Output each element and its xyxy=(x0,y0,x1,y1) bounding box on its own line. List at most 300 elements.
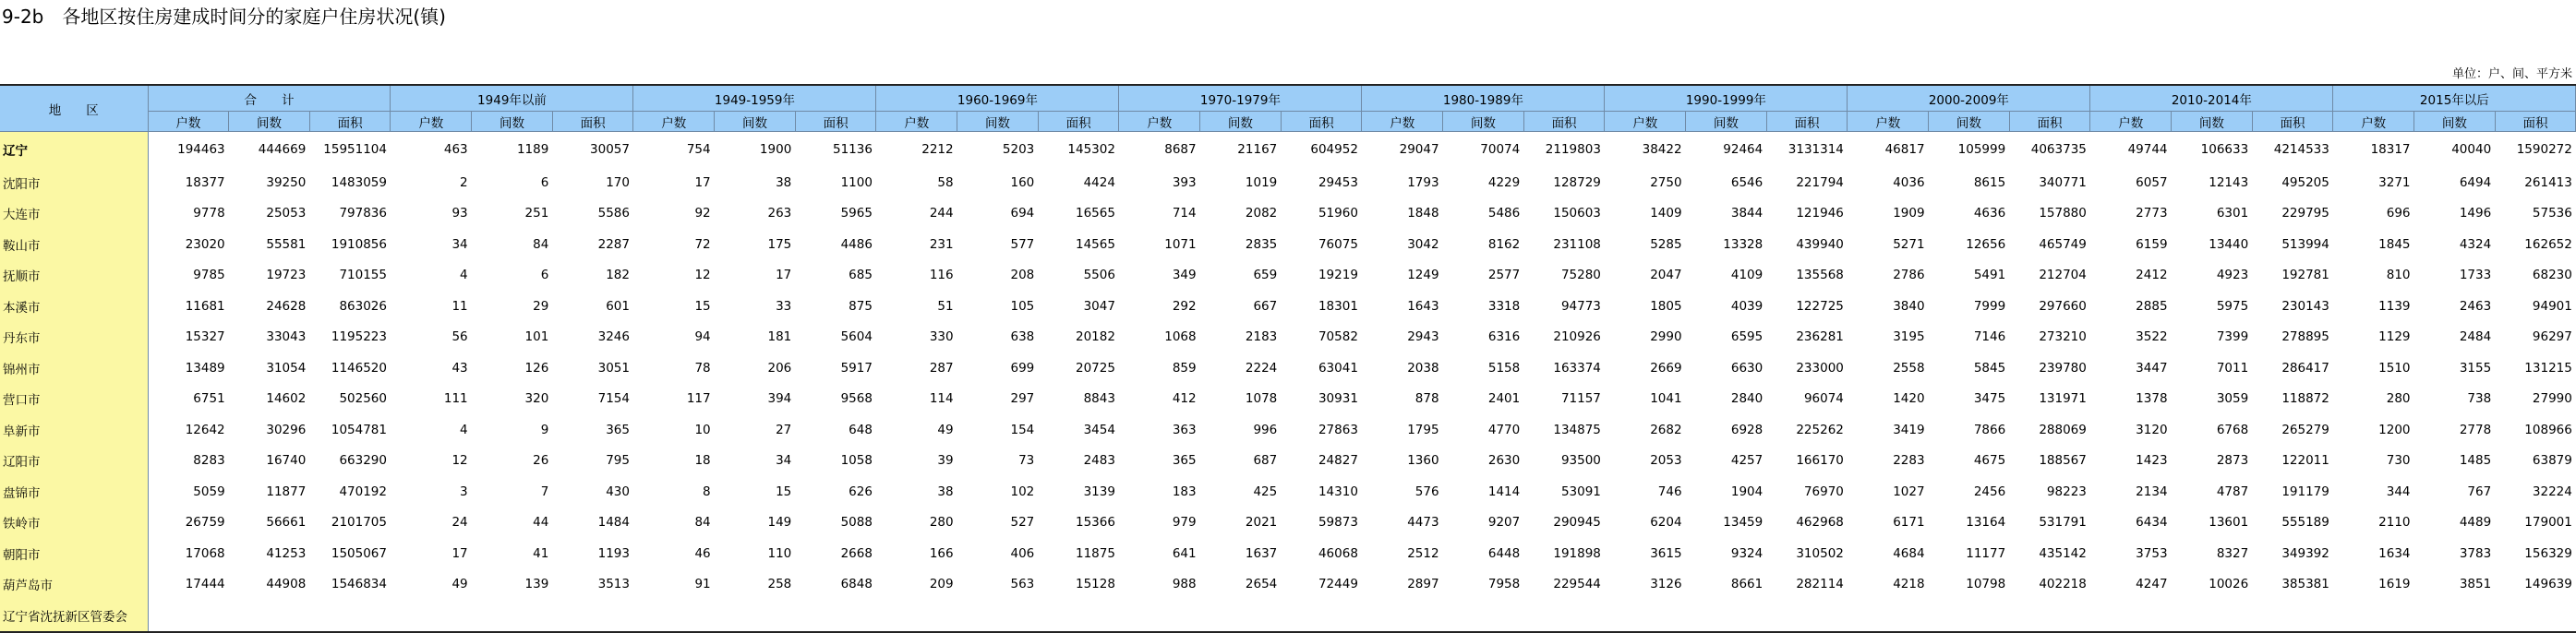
value-cell: 3851 xyxy=(2459,577,2492,592)
value-cell: 15951104 xyxy=(323,142,387,157)
value-cell: 3155 xyxy=(2459,360,2492,376)
value-cell: 8327 xyxy=(2216,545,2249,561)
group-header: 2000-2009年 xyxy=(1848,85,2090,112)
value-cell xyxy=(1929,600,2010,632)
value-cell: 2101705 xyxy=(331,515,387,531)
value-cell: 754 xyxy=(686,142,711,157)
group-header: 1990-1999年 xyxy=(1605,85,1848,112)
value-cell xyxy=(1686,600,1767,632)
value-cell: 1733 xyxy=(2459,268,2492,283)
value-cell: 4770 xyxy=(1487,422,1521,437)
value-cell: 13164 xyxy=(1966,515,2006,531)
value-cell: 444669 xyxy=(258,142,307,157)
value-cell: 638 xyxy=(1010,329,1035,345)
value-cell: 349 xyxy=(1172,268,1197,283)
value-cell xyxy=(1200,600,1282,632)
value-cell: 1378 xyxy=(2136,391,2168,407)
subcolumn-header: 间数 xyxy=(1929,112,2010,132)
subcolumn-header: 间数 xyxy=(715,112,796,132)
value-cell: 513994 xyxy=(2281,236,2329,252)
value-cell xyxy=(1038,600,1119,632)
region-name-cell: 抚顺市 xyxy=(0,260,148,292)
value-cell xyxy=(148,600,229,632)
value-cell: 17 xyxy=(451,545,468,561)
subcolumn-header: 间数 xyxy=(2414,112,2496,132)
value-cell: 4214533 xyxy=(2273,142,2329,157)
value-cell: 12 xyxy=(451,453,468,469)
value-cell: 2212 xyxy=(921,142,954,157)
value-cell: 24628 xyxy=(266,298,307,314)
value-cell xyxy=(1443,600,1524,632)
value-cell: 8615 xyxy=(1973,174,2006,190)
value-cell: 139 xyxy=(524,577,549,592)
value-cell: 128729 xyxy=(1553,174,1601,190)
value-cell: 6159 xyxy=(2136,236,2168,252)
value-cell xyxy=(229,600,310,632)
value-cell: 1423 xyxy=(2136,453,2168,469)
value-cell: 1485 xyxy=(2459,453,2492,469)
value-cell: 4324 xyxy=(2459,236,2492,252)
value-cell: 349392 xyxy=(2281,545,2329,561)
value-cell: 131215 xyxy=(2524,360,2572,376)
value-cell: 2053 xyxy=(1650,453,1682,469)
value-cell: 251 xyxy=(524,206,549,221)
value-cell: 4636 xyxy=(1973,206,2006,221)
value-cell: 5271 xyxy=(1893,236,1925,252)
value-cell: 2897 xyxy=(1407,577,1439,592)
value-cell: 2021 xyxy=(1245,515,1278,531)
value-cell: 92 xyxy=(694,206,711,221)
value-cell: 78 xyxy=(694,360,711,376)
value-cell: 101 xyxy=(524,329,549,345)
value-cell: 363 xyxy=(1172,422,1197,437)
value-cell: 122725 xyxy=(1796,298,1844,314)
value-cell: 258 xyxy=(767,577,792,592)
value-cell: 577 xyxy=(1010,236,1035,252)
value-cell: 2835 xyxy=(1245,236,1278,252)
value-cell: 1484 xyxy=(597,515,630,531)
value-cell: 72449 xyxy=(1318,577,1358,592)
value-cell: 145302 xyxy=(1067,142,1115,157)
value-cell: 878 xyxy=(1414,391,1439,407)
subcolumn-header: 户数 xyxy=(2090,112,2172,132)
value-cell: 17 xyxy=(776,268,792,283)
value-cell: 15 xyxy=(776,484,792,499)
value-cell: 470192 xyxy=(339,484,387,499)
value-cell: 1019 xyxy=(1245,174,1278,190)
subcolumn-header: 间数 xyxy=(472,112,553,132)
value-cell: 2283 xyxy=(1893,453,1925,469)
value-cell: 68230 xyxy=(2532,268,2572,283)
value-cell: 191179 xyxy=(2281,484,2329,499)
value-cell: 117 xyxy=(686,391,711,407)
value-cell: 46 xyxy=(694,545,711,561)
value-cell: 49 xyxy=(451,577,468,592)
value-cell xyxy=(2252,600,2333,632)
value-cell: 2840 xyxy=(1730,391,1763,407)
value-cell: 576 xyxy=(1414,484,1439,499)
subcolumn-header: 面积 xyxy=(1038,112,1119,132)
subcolumn-header: 间数 xyxy=(1200,112,1282,132)
value-cell: 988 xyxy=(1172,577,1197,592)
value-cell: 33 xyxy=(776,298,792,314)
value-cell: 2401 xyxy=(1487,391,1521,407)
value-cell: 6301 xyxy=(2216,206,2249,221)
value-cell: 3615 xyxy=(1650,545,1682,561)
value-cell: 231108 xyxy=(1553,236,1601,252)
value-cell: 6434 xyxy=(2136,515,2168,531)
value-cell: 191898 xyxy=(1553,545,1601,561)
value-cell: 3753 xyxy=(2136,545,2168,561)
value-cell: 91 xyxy=(694,577,711,592)
table-row xyxy=(0,538,2576,569)
value-cell: 320 xyxy=(524,391,549,407)
value-cell: 4 xyxy=(460,422,468,437)
value-cell xyxy=(2333,600,2414,632)
value-cell: 1129 xyxy=(2378,329,2411,345)
table-row xyxy=(0,569,2576,601)
value-cell: 5285 xyxy=(1650,236,1682,252)
value-cell: 6630 xyxy=(1730,360,1763,376)
value-cell: 5158 xyxy=(1487,360,1521,376)
value-cell: 6848 xyxy=(840,577,873,592)
value-cell: 273210 xyxy=(2039,329,2087,345)
value-cell: 2668 xyxy=(840,545,873,561)
value-cell: 72 xyxy=(694,236,711,252)
value-cell: 19723 xyxy=(266,268,307,283)
value-cell: 27 xyxy=(776,422,792,437)
subcolumn-header: 户数 xyxy=(1605,112,1686,132)
value-cell: 209 xyxy=(929,577,954,592)
value-cell: 795 xyxy=(606,453,630,469)
header-row-subcols xyxy=(0,112,2576,132)
value-cell: 6751 xyxy=(193,391,225,407)
table-row xyxy=(0,476,2576,508)
subcolumn-header: 面积 xyxy=(2252,112,2333,132)
value-cell: 188567 xyxy=(2039,453,2087,469)
value-cell: 1637 xyxy=(1245,545,1278,561)
value-cell: 9778 xyxy=(193,206,225,221)
region-name-cell: 铁岭市 xyxy=(0,508,148,539)
value-cell: 111 xyxy=(443,391,468,407)
value-cell: 105 xyxy=(1010,298,1035,314)
value-cell: 5845 xyxy=(1973,360,2006,376)
value-cell: 6546 xyxy=(1730,174,1763,190)
value-cell: 3475 xyxy=(1973,391,2006,407)
value-cell: 344 xyxy=(2386,484,2411,499)
value-cell: 135568 xyxy=(1796,268,1844,283)
table-row xyxy=(0,167,2576,198)
value-cell: 26 xyxy=(533,453,549,469)
value-cell xyxy=(1766,600,1848,632)
value-cell: 3120 xyxy=(2136,422,2168,437)
value-cell: 6 xyxy=(540,174,549,190)
value-cell: 134875 xyxy=(1553,422,1601,437)
value-cell: 7154 xyxy=(597,391,630,407)
value-cell: 730 xyxy=(2386,453,2411,469)
value-cell: 290945 xyxy=(1553,515,1601,531)
value-cell: 604952 xyxy=(1310,142,1358,157)
value-cell: 20725 xyxy=(1075,360,1115,376)
subcolumn-header: 面积 xyxy=(2009,112,2090,132)
value-cell: 3139 xyxy=(1083,484,1115,499)
subcolumn-header: 户数 xyxy=(1119,112,1200,132)
value-cell xyxy=(1605,600,1686,632)
value-cell xyxy=(472,600,553,632)
value-cell: 6494 xyxy=(2459,174,2492,190)
region-name-cell: 辽宁省沈抚新区管委会 xyxy=(0,600,148,632)
value-cell: 5088 xyxy=(840,515,873,531)
value-cell: 4036 xyxy=(1893,174,1925,190)
value-cell: 2119803 xyxy=(1545,142,1601,157)
value-cell: 4218 xyxy=(1893,577,1925,592)
value-cell xyxy=(2172,600,2253,632)
value-cell: 601 xyxy=(606,298,630,314)
region-name-cell: 沈阳市 xyxy=(0,167,148,198)
value-cell: 84 xyxy=(694,515,711,531)
value-cell: 20182 xyxy=(1075,329,1115,345)
value-cell: 2773 xyxy=(2136,206,2168,221)
value-cell: 4424 xyxy=(1083,174,1115,190)
value-cell: 12 xyxy=(694,268,711,283)
value-cell: 13601 xyxy=(2209,515,2249,531)
value-cell: 439940 xyxy=(1796,236,1844,252)
value-cell: 229544 xyxy=(1553,577,1601,592)
value-cell: 1414 xyxy=(1487,484,1521,499)
table-row xyxy=(0,322,2576,353)
value-cell: 4039 xyxy=(1730,298,1763,314)
value-cell: 531791 xyxy=(2039,515,2087,531)
region-name-cell: 锦州市 xyxy=(0,352,148,384)
value-cell: 182 xyxy=(606,268,630,283)
value-cell: 10026 xyxy=(2209,577,2249,592)
value-cell: 84 xyxy=(533,236,549,252)
value-cell: 15366 xyxy=(1075,515,1115,531)
region-name-cell: 营口市 xyxy=(0,384,148,415)
value-cell: 63879 xyxy=(2532,453,2572,469)
subcolumn-header: 面积 xyxy=(1281,112,1362,132)
value-cell: 297 xyxy=(1010,391,1035,407)
unit-note: 单位：户、间、平方米 xyxy=(2451,67,2572,81)
value-cell: 3047 xyxy=(1083,298,1115,314)
value-cell: 110 xyxy=(767,545,792,561)
value-cell: 425 xyxy=(1253,484,1278,499)
subcolumn-header: 户数 xyxy=(876,112,957,132)
value-cell: 738 xyxy=(2467,391,2492,407)
subcolumn-header: 户数 xyxy=(2333,112,2414,132)
value-cell: 8162 xyxy=(1487,236,1521,252)
value-cell: 70582 xyxy=(1318,329,1358,345)
subcolumn-header: 间数 xyxy=(2172,112,2253,132)
value-cell: 6057 xyxy=(2136,174,2168,190)
value-cell: 44908 xyxy=(266,577,307,592)
value-cell xyxy=(1281,600,1362,632)
value-cell: 11875 xyxy=(1075,545,1115,561)
value-cell: 210926 xyxy=(1553,329,1601,345)
value-cell: 51960 xyxy=(1318,206,1358,221)
value-cell: 131971 xyxy=(2039,391,2087,407)
value-cell xyxy=(309,600,391,632)
value-cell: 5917 xyxy=(840,360,873,376)
value-cell: 5059 xyxy=(193,484,225,499)
value-cell: 2483 xyxy=(1083,453,1115,469)
value-cell: 555189 xyxy=(2281,515,2329,531)
value-cell: 696 xyxy=(2386,206,2411,221)
value-cell: 4489 xyxy=(2459,515,2492,531)
value-cell: 5975 xyxy=(2216,298,2249,314)
value-cell: 166170 xyxy=(1796,453,1844,469)
value-cell: 2512 xyxy=(1407,545,1439,561)
value-cell: 29 xyxy=(533,298,549,314)
value-cell: 2669 xyxy=(1650,360,1682,376)
subcolumn-header: 户数 xyxy=(1848,112,1929,132)
value-cell: 194463 xyxy=(177,142,225,157)
value-cell: 30296 xyxy=(266,422,307,437)
value-cell: 114 xyxy=(929,391,954,407)
value-cell xyxy=(1362,600,1443,632)
value-cell: 56 xyxy=(451,329,468,345)
value-cell: 280 xyxy=(929,515,954,531)
value-cell: 34 xyxy=(776,453,792,469)
value-cell: 244 xyxy=(929,206,954,221)
value-cell: 16565 xyxy=(1075,206,1115,221)
value-cell: 875 xyxy=(849,298,873,314)
value-cell: 1910856 xyxy=(331,236,387,252)
value-cell: 265279 xyxy=(2281,422,2329,437)
value-cell: 108966 xyxy=(2524,422,2572,437)
value-cell: 6928 xyxy=(1730,422,1763,437)
value-cell: 5586 xyxy=(597,206,630,221)
region-name-cell: 辽宁 xyxy=(0,132,148,168)
value-cell: 7866 xyxy=(1973,422,2006,437)
value-cell: 5486 xyxy=(1487,206,1521,221)
value-cell: 7 xyxy=(540,484,549,499)
value-cell: 1546834 xyxy=(331,577,387,592)
value-cell: 2082 xyxy=(1245,206,1278,221)
value-cell: 7958 xyxy=(1487,577,1521,592)
value-cell: 263 xyxy=(767,206,792,221)
value-cell: 59873 xyxy=(1318,515,1358,531)
value-cell: 206 xyxy=(767,360,792,376)
value-cell: 175 xyxy=(767,236,792,252)
value-cell: 3195 xyxy=(1893,329,1925,345)
value-cell: 73 xyxy=(1018,453,1035,469)
value-cell: 1195223 xyxy=(331,329,387,345)
region-name-cell: 辽阳市 xyxy=(0,446,148,477)
value-cell: 2183 xyxy=(1245,329,1278,345)
value-cell: 55581 xyxy=(266,236,307,252)
value-cell: 2134 xyxy=(2136,484,2168,499)
region-name-cell: 阜新市 xyxy=(0,414,148,446)
value-cell: 1360 xyxy=(1407,453,1439,469)
value-cell: 150603 xyxy=(1553,206,1601,221)
subcolumn-header: 面积 xyxy=(1766,112,1848,132)
value-cell: 30057 xyxy=(590,142,630,157)
value-cell: 3271 xyxy=(2378,174,2411,190)
value-cell: 746 xyxy=(1657,484,1682,499)
value-cell: 1146520 xyxy=(331,360,387,376)
value-cell: 3051 xyxy=(597,360,630,376)
value-cell: 8843 xyxy=(1083,391,1115,407)
value-cell: 15327 xyxy=(185,329,225,345)
value-cell: 27990 xyxy=(2532,391,2572,407)
value-cell: 6448 xyxy=(1487,545,1521,561)
value-cell: 9 xyxy=(540,422,549,437)
value-cell: 663290 xyxy=(339,453,387,469)
value-cell: 288069 xyxy=(2039,422,2087,437)
value-cell: 3840 xyxy=(1893,298,1925,314)
value-cell: 385381 xyxy=(2281,577,2329,592)
value-cell: 33043 xyxy=(266,329,307,345)
value-cell: 4486 xyxy=(840,236,873,252)
value-cell: 71157 xyxy=(1560,391,1601,407)
value-cell: 46068 xyxy=(1318,545,1358,561)
value-cell: 1100 xyxy=(840,174,873,190)
value-cell: 863026 xyxy=(339,298,387,314)
value-cell: 51136 xyxy=(833,142,873,157)
value-cell: 13328 xyxy=(1723,236,1763,252)
value-cell: 393 xyxy=(1172,174,1197,190)
region-column-header: 地 区 xyxy=(0,85,148,132)
subcolumn-header: 间数 xyxy=(1686,112,1767,132)
value-cell: 94 xyxy=(694,329,711,345)
value-cell: 685 xyxy=(849,268,873,283)
value-cell xyxy=(715,600,796,632)
value-cell: 229795 xyxy=(2281,206,2329,221)
group-header: 1970-1979年 xyxy=(1119,85,1362,112)
value-cell: 3 xyxy=(460,484,468,499)
value-cell: 412 xyxy=(1172,391,1197,407)
subcolumn-header: 面积 xyxy=(1523,112,1605,132)
value-cell: 3419 xyxy=(1893,422,1925,437)
value-cell: 34 xyxy=(451,236,468,252)
value-cell: 41 xyxy=(533,545,549,561)
value-cell: 18 xyxy=(694,453,711,469)
value-cell: 38 xyxy=(937,484,954,499)
value-cell: 49 xyxy=(937,422,954,437)
value-cell: 1193 xyxy=(597,545,630,561)
value-cell: 4787 xyxy=(2216,484,2249,499)
group-header: 合 计 xyxy=(148,85,391,112)
value-cell: 98223 xyxy=(2046,484,2087,499)
value-cell: 118872 xyxy=(2281,391,2329,407)
value-cell: 93500 xyxy=(1560,453,1601,469)
value-cell: 297660 xyxy=(2039,298,2087,314)
value-cell: 1054781 xyxy=(331,422,387,437)
group-header: 1949年以前 xyxy=(391,85,633,112)
value-cell: 14602 xyxy=(266,391,307,407)
value-cell: 2287 xyxy=(597,236,630,252)
value-cell: 2943 xyxy=(1407,329,1439,345)
region-name-cell: 鞍山市 xyxy=(0,229,148,260)
value-cell: 96297 xyxy=(2532,329,2572,345)
value-cell: 2786 xyxy=(1893,268,1925,283)
region-name-cell: 葫芦岛市 xyxy=(0,569,148,601)
value-cell: 563 xyxy=(1010,577,1035,592)
value-cell: 287 xyxy=(929,360,954,376)
value-cell: 179001 xyxy=(2524,515,2572,531)
value-cell: 9785 xyxy=(193,268,225,283)
value-cell: 2110 xyxy=(2378,515,2411,531)
region-name-cell: 盘锦市 xyxy=(0,476,148,508)
value-cell: 1805 xyxy=(1650,298,1682,314)
table-row xyxy=(0,132,2576,168)
value-cell: 44 xyxy=(533,515,549,531)
value-cell: 51 xyxy=(937,298,954,314)
value-cell: 3318 xyxy=(1487,298,1521,314)
value-cell: 330 xyxy=(929,329,954,345)
value-cell: 1510 xyxy=(2378,360,2411,376)
